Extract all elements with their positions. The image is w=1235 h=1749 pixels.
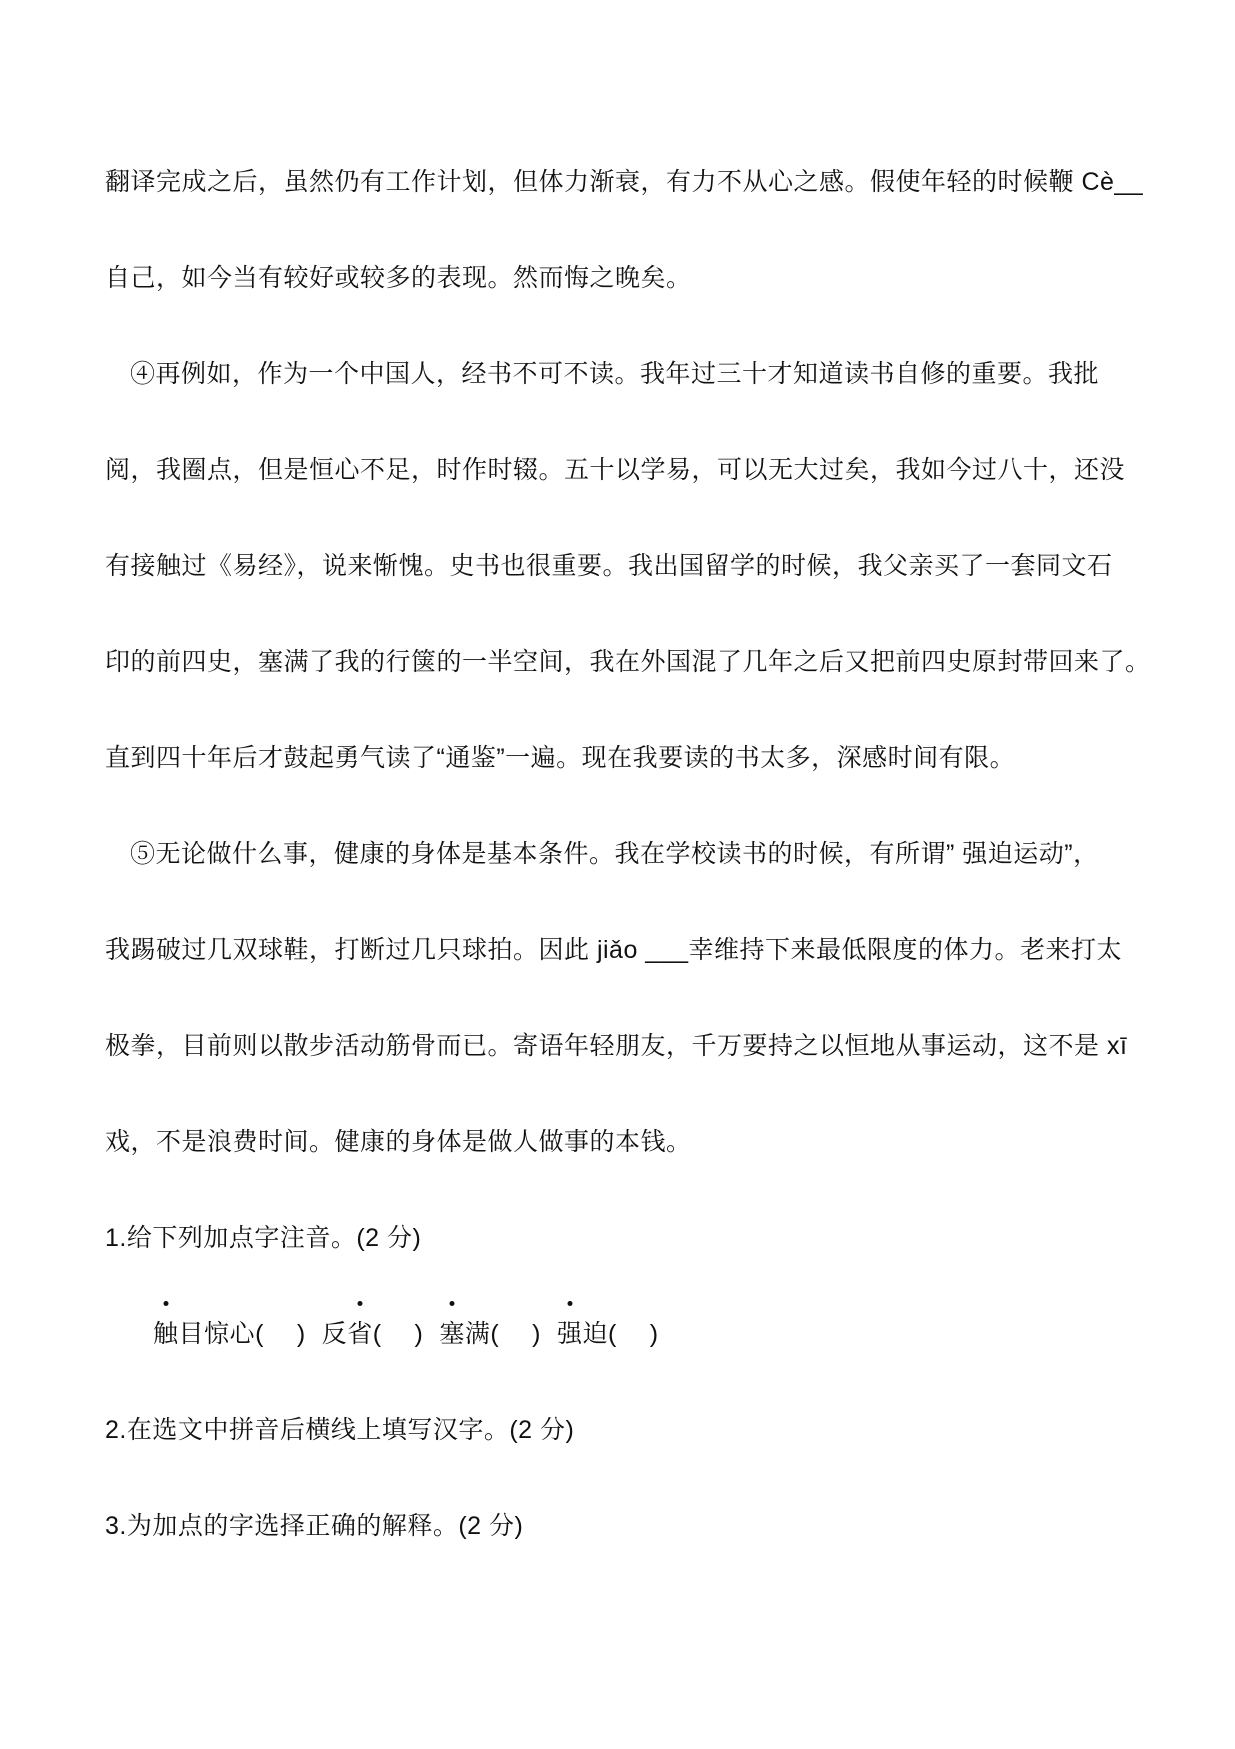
emphasis-dot-icon bbox=[163, 1301, 168, 1306]
passage-character: 触 bbox=[153, 1314, 179, 1350]
passage-line: 有接触过《易经》，说来惭愧。史书也很重要。我出国留学的时候，我父亲买了一套同文石 bbox=[105, 552, 1113, 580]
question-3-label: 3.为加点的字选择正确的解释。(2 分) bbox=[105, 1512, 524, 1540]
emphasis-dot-icon bbox=[450, 1301, 455, 1306]
question-2-label: 2.在选文中拼音后横线上填写汉字。(2 分) bbox=[105, 1416, 575, 1444]
question-1-label: 1.给下列加点字注音。(2 分) bbox=[105, 1224, 422, 1252]
passage-character: 目 bbox=[178, 1320, 205, 1348]
passage-line: 阅，我圈点，但是恒心不足，时作时辍。五十以学易，可以无大过矣，我如今过八十，还没 bbox=[105, 456, 1126, 484]
passage-character: 迫 bbox=[582, 1320, 608, 1348]
passage-character: 强 bbox=[557, 1314, 583, 1350]
passage-line: 翻译完成之后，虽然仍有工作计划，但体力渐衰，有力不从心之感。假使年轻的时候鞭 Cè__ bbox=[105, 168, 1144, 196]
emphasis-dot-icon bbox=[567, 1301, 572, 1306]
pinyin-word-item bbox=[557, 1286, 659, 1382]
passage-character: 满 bbox=[464, 1320, 491, 1348]
answer-blank: ( ) bbox=[490, 1320, 541, 1348]
pinyin-word-item bbox=[322, 1286, 424, 1382]
pinyin-word-item bbox=[439, 1286, 541, 1382]
passage-line: 印的前四史，塞满了我的行箧的一半空间，我在外国混了几年之后又把前四史原封带回来了。 bbox=[105, 648, 1151, 676]
passage-line: 自己，如今当有较好或较多的表现。然而悔之晚矣。 bbox=[105, 264, 692, 292]
question-1-answer-row bbox=[105, 1286, 1145, 1382]
passage-line: ④再例如，作为一个中国人，经书不可不读。我年过三十才知道读书自修的重要。我批 bbox=[130, 360, 1100, 388]
passage-line: 直到四十年后才鼓起勇气读了“通鉴”一遍。现在我要读的书太多，深感时间有限。 bbox=[105, 744, 1016, 772]
passage-line: 极拳，目前则以散步活动筋骨而已。寄语年轻朋友，千万要持之以恒地从事运动，这不是 xī bbox=[105, 1032, 1128, 1060]
answer-blank: ( ) bbox=[255, 1320, 306, 1348]
passage-character: 心 bbox=[229, 1320, 256, 1348]
passage-line: ⑤无论做什么事，健康的身体是基本条件。我在学校读书的时候，有所谓” 强迫运动”， bbox=[130, 840, 1099, 868]
passage-line: 我踢破过几双球鞋，打断过几只球拍。因此 jiǎo ___幸维持下来最低限度的体力。老来打太 bbox=[105, 936, 1123, 964]
passage-character: 惊 bbox=[204, 1320, 230, 1348]
reading-passage bbox=[105, 134, 1151, 1190]
answer-blank: ( ) bbox=[607, 1320, 659, 1348]
emphasis-dot-icon bbox=[357, 1301, 362, 1306]
passage-character: 省 bbox=[347, 1314, 373, 1350]
passage-character: 反 bbox=[321, 1320, 348, 1348]
passage-character: 塞 bbox=[439, 1314, 465, 1350]
answer-blank: ( ) bbox=[372, 1320, 424, 1348]
pinyin-word-item bbox=[153, 1286, 306, 1382]
passage-line: 戏，不是浪费时间。健康的身体是做人做事的本钱。 bbox=[105, 1128, 692, 1156]
